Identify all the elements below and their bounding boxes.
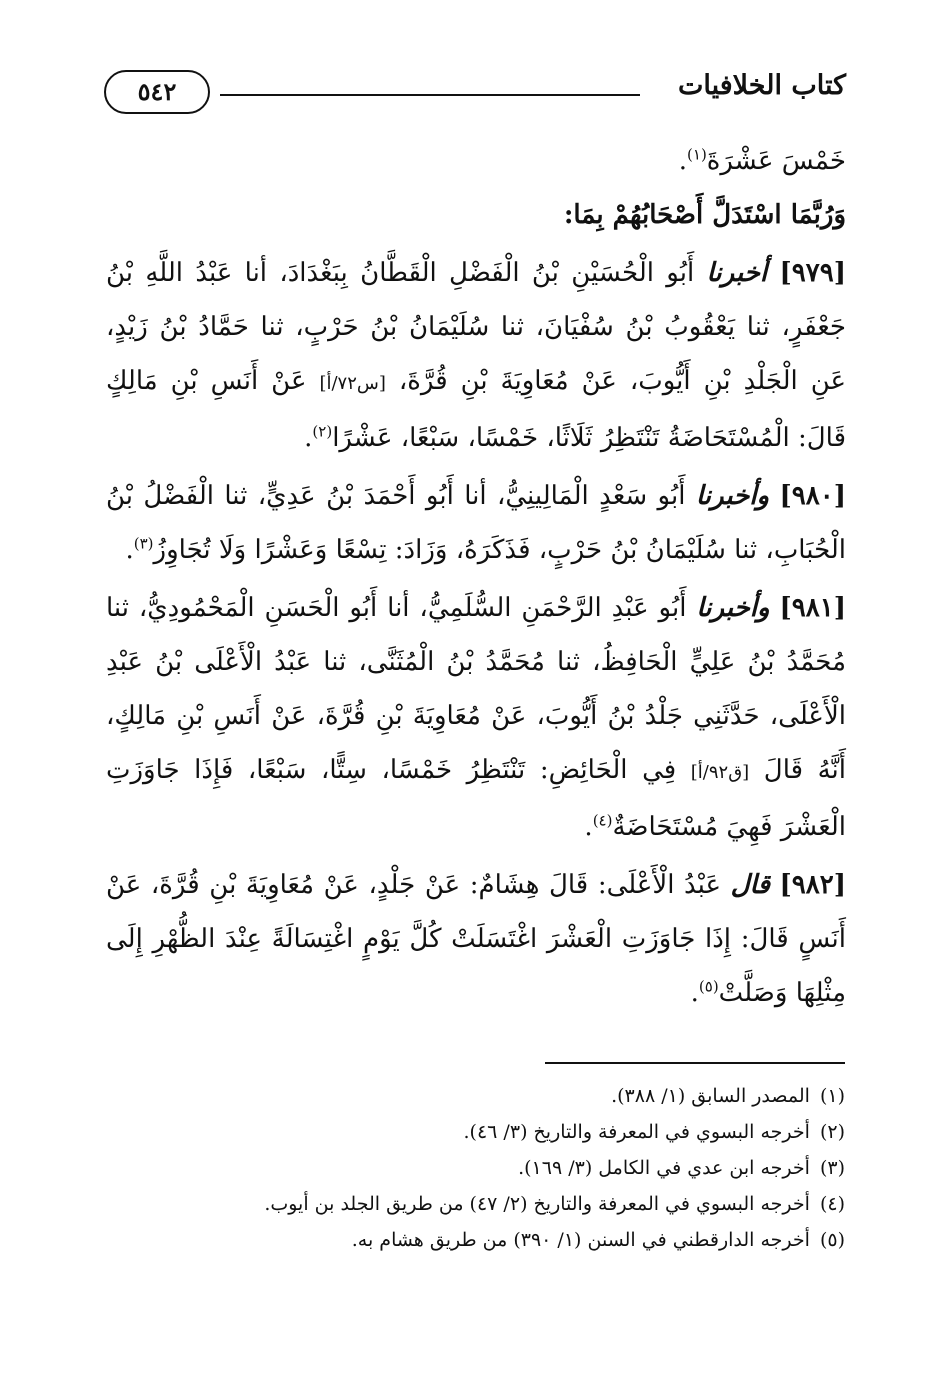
- page-title: كتاب الخلافيات: [677, 70, 846, 101]
- hadith-981: [٩٨١] وأخبرنا أَبُو عَبْدِ الرَّحْمَنِ السُّلَمِيُّ، أنا أَبُو الْحَسَنِ الْمَحْمُودِيُّ، ثنا مُحَمَّدُ بْنُ عَلِيٍّ الْحَافِظُ، ثنا مُحَمَّدُ بْنُ الْمُثَنَّى، ثنا عَبْدُ الْأَعْلَى بْنُ عَبْدِ الْأَعْلَى، حَدَّثَنِي جَلْدُ بْنُ أَيُّوبَ، عَنْ مُعَاوِيَةَ بْنِ قُرَّةَ، عَنْ أَنَسِ بْنِ مَالِكٍ، أَنَّهُ قَالَ [ق٩٢/أ] فِي الْحَائِضِ: تَنْتَظِرُ خَمْسًا، سِتًّا، سَبْعًا، فَإِذَا جَاوَزَتِ الْعَشْرَ فَهِيَ مُسْتَحَاضَةٌ$^{(٤)}$.: [106, 593, 847, 842]
- footnote-number: (١): [819, 1085, 845, 1107]
- footnote: [205, 1186, 845, 1222]
- hadith-number: [٩٨٢]: [779, 870, 846, 900]
- hadith-text: عَبْدُ الْأَعْلَى: قَالَ هِشَامٌ: عَنْ جَلْدٍ، عَنْ مُعَاوِيَةَ بْنِ قُرَّةَ، عَنْ أَنَسٍ قَالَ: إِذَا جَاوَزَتِ الْعَشْرَ اغْتَسَلَتْ كُلَّ يَوْمٍ اغْتِسَالَةً عِنْدَ الظُّهْرِ إِلَى مِثْلِهَا وَصَلَّتْ: [106, 870, 846, 1008]
- hadith-lead: وأخبرنا: [696, 593, 770, 623]
- footnote-marker-5: (٥): [698, 977, 719, 996]
- section-heading: وَرُبَّمَا اسْتَدَلَّ أَصْحَابُهُمْ بِمَا:: [563, 200, 846, 230]
- footnote-marker-1: (١): [687, 145, 707, 164]
- intro-text: خَمْسَ عَشْرَةَ: [706, 146, 846, 176]
- hadith-number: [٩٧٩]: [779, 258, 846, 288]
- page-number: ٥٤٢: [104, 70, 210, 114]
- hadith-text: عَنْ أَنَسِ بْنِ مَالِكٍ قَالَ: الْمُسْتَحَاضَةُ تَنْتَظِرُ ثَلَاثًا، خَمْسًا، سَبْعًا، عَشْرًا: [106, 366, 846, 453]
- footnote-separator: [545, 1062, 845, 1064]
- intro-line: خَمْسَ عَشْرَةَ$^{(١)}$.: [678, 145, 846, 176]
- hadith-980: [٩٨٠] وأخبرنا أَبُو سَعْدٍ الْمَالِينِيُّ، أنا أَبُو أَحْمَدَ بْنُ عَدِيٍّ، ثنا الْفَضْلُ بْنُ الْحُبَابِ، ثنا سُلَيْمَانُ بْنُ حَرْبٍ، فَذَكَرَهُ، وَزَادَ: تِسْعًا وَعَشْرًا وَلَا تُجَاوِزُ$^{(٣)}$.: [106, 481, 846, 565]
- footnote-text: أخرجه البسوي في المعرفة والتاريخ (٣/ ٤٦).: [463, 1121, 810, 1143]
- hadith-lead: وأخبرنا: [695, 481, 770, 511]
- footnote: [205, 1078, 845, 1114]
- footnote-text: أخرجه البسوي في المعرفة والتاريخ (٢/ ٤٧) من طريق الجلد بن أيوب.: [264, 1193, 810, 1215]
- footnote-text: المصدر السابق (١/ ٣٨٨).: [611, 1085, 810, 1107]
- hadith-text: فِي الْحَائِضِ: تَنْتَظِرُ خَمْسًا، سِتًّا، سَبْعًا، فَإِذَا جَاوَزَتِ الْعَشْرَ فَهِيَ مُسْتَحَاضَةٌ: [106, 755, 846, 842]
- footnote-number: (٢): [819, 1121, 845, 1143]
- footnote-number: (٣): [819, 1157, 845, 1179]
- hadith-text: أَبُو الْحُسَيْنِ بْنُ الْفَضْلِ الْقَطَّانُ بِبَغْدَادَ، أنا عَبْدُ اللَّهِ بْنُ جَعْفَرٍ، ثنا يَعْقُوبُ بْنُ سُفْيَانَ، ثنا سُلَيْمَانُ بْنُ حَرْبٍ، ثنا حَمَّادُ بْنُ زَيْدٍ، عَنِ الْجَلْدِ بْنِ أَيُّوبَ، عَنْ مُعَاوِيَةَ بْنِ قُرَّةَ،: [106, 258, 847, 396]
- main-text: [106, 134, 846, 1020]
- footnote-text: أخرجه الدارقطني في السنن (١/ ٣٩٠) من طريق هشام به.: [351, 1229, 810, 1251]
- hadith-number: [٩٨١]: [779, 593, 847, 623]
- footnote-text: أخرجه ابن عدي في الكامل (٣/ ١٦٩).: [518, 1157, 810, 1179]
- manuscript-ref: [ق٩٢/أ]: [690, 762, 750, 783]
- footnote: [205, 1114, 845, 1150]
- hadith-text: أَبُو سَعْدٍ الْمَالِينِيُّ، أنا أَبُو أَحْمَدَ بْنُ عَدِيٍّ، ثنا الْفَضْلُ بْنُ الْحُبَابِ، ثنا سُلَيْمَانُ بْنُ حَرْبٍ، فَذَكَرَهُ، وَزَادَ: تِسْعًا وَعَشْرًا وَلَا تُجَاوِزُ: [106, 481, 846, 565]
- hadith-lead: قال: [730, 870, 770, 900]
- hadith-text: أَبُو عَبْدِ الرَّحْمَنِ السُّلَمِيُّ، أنا أَبُو الْحَسَنِ الْمَحْمُودِيُّ، ثنا مُحَمَّدُ بْنُ عَلِيٍّ الْحَافِظُ، ثنا مُحَمَّدُ بْنُ الْمُثَنَّى، ثنا عَبْدُ الْأَعْلَى بْنُ عَبْدِ الْأَعْلَى، حَدَّثَنِي جَلْدُ بْنُ أَيُّوبَ، عَنْ مُعَاوِيَةَ بْنِ قُرَّةَ، عَنْ أَنَسِ بْنِ مَالِكٍ، أَنَّهُ قَالَ: [106, 593, 847, 785]
- hadith-982: [٩٨٢] قال عَبْدُ الْأَعْلَى: قَالَ هِشَامٌ: عَنْ جَلْدٍ، عَنْ مُعَاوِيَةَ بْنِ قُرَّةَ، عَنْ أَنَسٍ قَالَ: إِذَا جَاوَزَتِ الْعَشْرَ اغْتَسَلَتْ كُلَّ يَوْمٍ اغْتِسَالَةً عِنْدَ الظُّهْرِ إِلَى مِثْلِهَا وَصَلَّتْ$^{(٥)}$.: [106, 870, 846, 1008]
- footnote-number: (٥): [819, 1229, 845, 1251]
- manuscript-ref: [س٧٢/أ]: [319, 373, 386, 394]
- hadith-979: [٩٧٩] أخبرنا أَبُو الْحُسَيْنِ بْنُ الْفَضْلِ الْقَطَّانُ بِبَغْدَادَ، أنا عَبْدُ اللَّهِ بْنُ جَعْفَرٍ، ثنا يَعْقُوبُ بْنُ سُفْيَانَ، ثنا سُلَيْمَانُ بْنُ حَرْبٍ، ثنا حَمَّادُ بْنُ زَيْدٍ، عَنِ الْجَلْدِ بْنِ أَيُّوبَ، عَنْ مُعَاوِيَةَ بْنِ قُرَّةَ، [س٧٢/أ] عَنْ أَنَسِ بْنِ مَالِكٍ قَالَ: الْمُسْتَحَاضَةُ تَنْتَظِرُ ثَلَاثًا، خَمْسًا، سَبْعًا، عَشْرًا$^{(٢)}$.: [106, 258, 847, 453]
- footnote-marker-4: (٤): [592, 811, 613, 830]
- footnote: [205, 1150, 845, 1186]
- footnote-marker-2: (٢): [312, 422, 333, 441]
- hadith-number: [٩٨٠]: [779, 481, 846, 511]
- footnote-number: (٤): [819, 1193, 845, 1215]
- footnote: [205, 1222, 845, 1258]
- page-header: [104, 66, 846, 126]
- header-rule: [220, 94, 640, 96]
- footnotes: [205, 1078, 845, 1258]
- footnote-marker-3: (٣): [133, 534, 154, 553]
- hadith-lead: أخبرنا: [706, 258, 768, 288]
